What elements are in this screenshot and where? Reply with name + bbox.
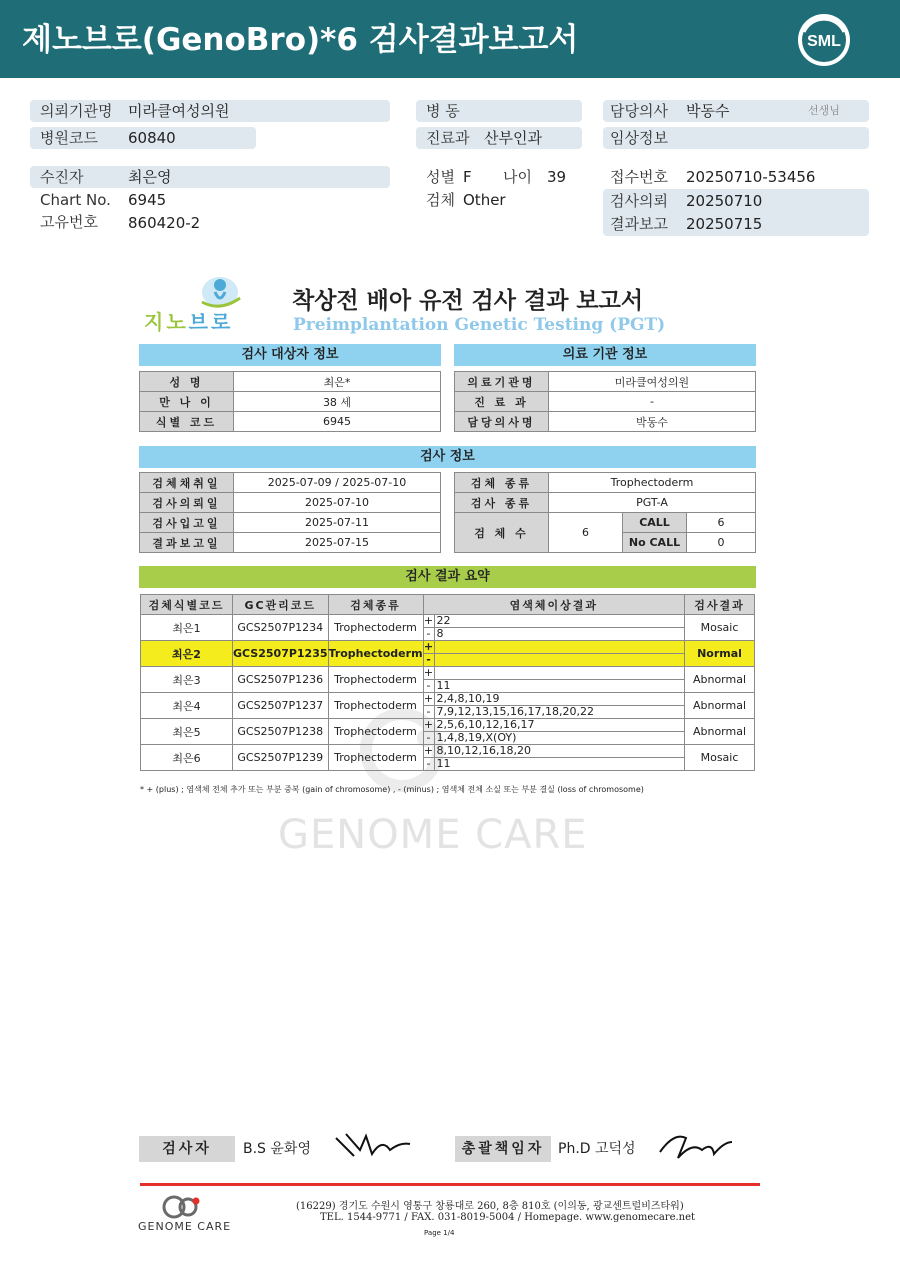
age-value: 39 bbox=[547, 168, 567, 186]
receive-date-value: 2025-07-11 bbox=[234, 513, 441, 533]
minus-sign-cell: - bbox=[423, 732, 434, 745]
subject-age-label: 만 나 이 bbox=[140, 392, 234, 412]
age-label: 나이 bbox=[503, 168, 532, 186]
receive-date-label: 검사입고일 bbox=[140, 513, 234, 533]
table-row bbox=[140, 513, 441, 533]
sex-value: F bbox=[463, 168, 472, 186]
specimen-type-cell: Trophectoderm bbox=[328, 667, 423, 693]
patient-label: 수진자 bbox=[40, 168, 84, 186]
test-dates-table bbox=[139, 472, 441, 553]
plus-sign-cell: + bbox=[423, 692, 434, 705]
footer-address: (16229) 경기도 수원시 영통구 창룡대로 260, 8층 810호 (이의동, 광교센트럴비즈타워) bbox=[296, 1201, 684, 1212]
sml-logo-text: SML bbox=[807, 33, 841, 50]
result-cell: Abnormal bbox=[685, 719, 755, 745]
footnote: * + (plus) ; 염색체 전체 추가 또는 부분 중복 (gain of chromosome) , - (minus) ; 염색체 전체 소실 또는 부분 결실 (loss of chromosome) bbox=[140, 785, 644, 794]
specimen-count-label: 검 체 수 bbox=[455, 513, 549, 553]
specimen-id-cell: 최은2 bbox=[141, 641, 233, 667]
col-header-gc: GC관리코드 bbox=[233, 595, 329, 615]
genobro-logo-text bbox=[144, 306, 233, 335]
gc-code-cell: GCS2507P1237 bbox=[233, 693, 329, 719]
plus-sign-cell: + bbox=[423, 666, 434, 679]
director-name: Ph.D 고덕성 bbox=[558, 1141, 636, 1157]
gain-chromosome-cell: 2,5,6,10,12,16,17 bbox=[434, 719, 684, 732]
minus-sign-cell: - bbox=[423, 654, 434, 667]
report-subtitle: Preimplantation Genetic Testing (PGT) bbox=[293, 315, 666, 335]
request-date-value: 20250710 bbox=[686, 192, 763, 210]
institution-name-label: 의료기관명 bbox=[455, 372, 549, 392]
hospital-code-value: 60840 bbox=[128, 129, 176, 147]
loss-chromosome-cell bbox=[434, 654, 684, 667]
tester-label: 검사자 bbox=[139, 1136, 235, 1162]
unique-label: 고유번호 bbox=[40, 213, 98, 231]
subject-name-value: 최은* bbox=[234, 372, 441, 392]
minus-sign-cell: - bbox=[423, 706, 434, 719]
table-row bbox=[140, 493, 441, 513]
report-date-value: 20250715 bbox=[686, 215, 763, 233]
gc-code-cell: GCS2507P1238 bbox=[233, 719, 329, 745]
specimen-type-label: 검체 종류 bbox=[455, 473, 549, 493]
clinical-info-label: 임상정보 bbox=[610, 129, 668, 147]
test-section-header: 검사 정보 bbox=[139, 446, 756, 468]
title-banner bbox=[0, 0, 900, 78]
genobro-logo-icon bbox=[196, 272, 242, 310]
gain-chromosome-cell bbox=[434, 667, 684, 680]
plus-sign-cell: + bbox=[423, 744, 434, 757]
result-cell: Abnormal bbox=[685, 693, 755, 719]
gain-chromosome-cell: 22 bbox=[434, 615, 684, 628]
genobro-logo-text-b: 브로 bbox=[188, 310, 234, 334]
request-date-label: 검사의뢰 bbox=[610, 192, 668, 210]
specimen-type-cell: Trophectoderm bbox=[328, 719, 423, 745]
doctor-label: 담당의사 bbox=[610, 102, 668, 120]
patient-value: 최은영 bbox=[128, 168, 172, 186]
request-date-label-2: 검사의뢰일 bbox=[140, 493, 234, 513]
nocall-label: No CALL bbox=[623, 533, 687, 553]
institution-section-header: 의료 기관 정보 bbox=[454, 344, 756, 366]
dept-label: 진료과 bbox=[426, 129, 470, 147]
specimen-label: 검체 bbox=[426, 191, 455, 209]
subject-section-header: 검사 대상자 정보 bbox=[139, 344, 441, 366]
institution-dept-value: - bbox=[549, 392, 756, 412]
doctor-suffix: 선생님 bbox=[808, 104, 840, 117]
tester-signature bbox=[332, 1128, 414, 1162]
specimen-type-cell: Trophectoderm bbox=[328, 615, 423, 641]
call-value: 6 bbox=[687, 513, 756, 533]
result-cell: Normal bbox=[685, 641, 755, 667]
specimen-id-cell: 최은4 bbox=[141, 693, 233, 719]
gc-code-cell: GCS2507P1234 bbox=[233, 615, 329, 641]
collect-date-label: 검체채취일 bbox=[140, 473, 234, 493]
table-row bbox=[140, 533, 441, 553]
director-label: 총괄책임자 bbox=[455, 1136, 551, 1162]
specimen-count-value: 6 bbox=[549, 513, 623, 553]
table-row bbox=[141, 641, 755, 654]
page-title: 제노브로(GenoBro)*6 검사결과보고서 bbox=[22, 22, 579, 58]
loss-chromosome-cell: 11 bbox=[434, 680, 684, 693]
table-row bbox=[455, 392, 756, 412]
request-date-value-2: 2025-07-10 bbox=[234, 493, 441, 513]
specimen-value: Other bbox=[463, 191, 506, 209]
director-signature bbox=[654, 1128, 736, 1162]
institution-doctor-value: 박동수 bbox=[549, 412, 756, 432]
summary-section-header: 검사 결과 요약 bbox=[139, 566, 756, 588]
plus-sign-cell: + bbox=[423, 614, 434, 627]
report-date-label-2: 결과보고일 bbox=[140, 533, 234, 553]
subject-id-value: 6945 bbox=[234, 412, 441, 432]
table-row bbox=[455, 473, 756, 493]
gc-code-cell: GCS2507P1236 bbox=[233, 667, 329, 693]
table-row bbox=[140, 372, 441, 392]
institution-table bbox=[454, 371, 756, 432]
gc-code-cell: GCS2507P1235 bbox=[233, 641, 329, 667]
sex-label: 성별 bbox=[426, 168, 455, 186]
chart-value: 6945 bbox=[128, 191, 167, 209]
table-row bbox=[141, 745, 755, 758]
table-row bbox=[141, 667, 755, 680]
table-row bbox=[141, 615, 755, 628]
gc-code-cell: GCS2507P1239 bbox=[233, 745, 329, 771]
loss-chromosome-cell: 7,9,12,13,15,16,17,18,20,22 bbox=[434, 706, 684, 719]
specimen-type-cell: Trophectoderm bbox=[328, 641, 423, 667]
unique-value: 860420-2 bbox=[128, 214, 201, 232]
table-row bbox=[455, 412, 756, 432]
col-header-result: 검사결과 bbox=[685, 595, 755, 615]
result-cell: Abnormal bbox=[685, 667, 755, 693]
call-label: CALL bbox=[623, 513, 687, 533]
doctor-value: 박동수 bbox=[686, 102, 730, 120]
specimen-id-cell: 최은5 bbox=[141, 719, 233, 745]
col-header-id: 검체식별코드 bbox=[141, 595, 233, 615]
plus-sign-cell: + bbox=[423, 640, 434, 653]
minus-sign-cell: - bbox=[423, 758, 434, 771]
col-header-chromosome: 염색체이상결과 bbox=[423, 595, 684, 615]
table-header-row bbox=[141, 595, 755, 615]
loss-chromosome-cell: 8 bbox=[434, 628, 684, 641]
genome-care-logo-text: GENOME CARE bbox=[138, 1220, 232, 1233]
ward-label: 병 동 bbox=[426, 102, 460, 120]
footer-contact: TEL. 1544-9771 / FAX. 031-8019-5004 / Homepage. www.genomecare.net bbox=[320, 1212, 696, 1223]
watermark-text: GENOME CARE bbox=[278, 812, 588, 858]
nocall-value: 0 bbox=[687, 533, 756, 553]
sml-logo bbox=[796, 12, 852, 68]
subject-name-label: 성 명 bbox=[140, 372, 234, 392]
genome-care-logo bbox=[160, 1195, 204, 1219]
chart-label: Chart No. bbox=[40, 191, 111, 209]
institution-doctor-label: 담당의사명 bbox=[455, 412, 549, 432]
institution-dept-label: 진 료 과 bbox=[455, 392, 549, 412]
specimen-type-value: Trophectoderm bbox=[549, 473, 756, 493]
subject-age-value: 38 세 bbox=[234, 392, 441, 412]
gain-chromosome-cell bbox=[434, 641, 684, 654]
specimen-type-cell: Trophectoderm bbox=[328, 745, 423, 771]
specimen-id-cell: 최은1 bbox=[141, 615, 233, 641]
table-row bbox=[455, 372, 756, 392]
gain-chromosome-cell: 2,4,8,10,19 bbox=[434, 693, 684, 706]
page-number: Page 1/4 bbox=[424, 1229, 455, 1237]
table-row bbox=[141, 719, 755, 732]
collect-date-value: 2025-07-09 / 2025-07-10 bbox=[234, 473, 441, 493]
subject-table bbox=[139, 371, 441, 432]
table-row bbox=[140, 412, 441, 432]
plus-sign-cell: + bbox=[423, 718, 434, 731]
table-row bbox=[455, 493, 756, 513]
footer-divider bbox=[140, 1183, 760, 1186]
hospital-code-label: 병원코드 bbox=[40, 129, 98, 147]
tester-name: B.S 윤화영 bbox=[243, 1141, 311, 1157]
report-date-value-2: 2025-07-15 bbox=[234, 533, 441, 553]
table-row bbox=[141, 693, 755, 706]
dept-value: 산부인과 bbox=[484, 129, 542, 147]
pill-patient bbox=[30, 166, 390, 188]
institution-name-value: 미라클여성의원 bbox=[549, 372, 756, 392]
specimen-id-cell: 최은3 bbox=[141, 667, 233, 693]
minus-sign-cell: - bbox=[423, 628, 434, 641]
receipt-label: 접수번호 bbox=[610, 168, 668, 186]
request-institution-label: 의뢰기관명 bbox=[40, 102, 113, 120]
report-date-label: 결과보고 bbox=[610, 215, 668, 233]
genobro-logo-text-a: 지노 bbox=[144, 310, 189, 334]
report-title: 착상전 배아 유전 검사 결과 보고서 bbox=[292, 288, 644, 314]
test-type-table bbox=[454, 472, 756, 553]
loss-chromosome-cell: 1,4,8,19,X(OY) bbox=[434, 732, 684, 745]
result-cell: Mosaic bbox=[685, 745, 755, 771]
test-type-label: 검사 종류 bbox=[455, 493, 549, 513]
result-cell: Mosaic bbox=[685, 615, 755, 641]
specimen-type-cell: Trophectoderm bbox=[328, 693, 423, 719]
receipt-value: 20250710-53456 bbox=[686, 168, 816, 186]
table-row bbox=[140, 392, 441, 412]
loss-chromosome-cell: 11 bbox=[434, 758, 684, 771]
test-type-value: PGT-A bbox=[549, 493, 756, 513]
summary-table bbox=[140, 594, 755, 771]
subject-id-label: 식별 코드 bbox=[140, 412, 234, 432]
table-row bbox=[455, 513, 756, 533]
col-header-type: 검체종류 bbox=[328, 595, 423, 615]
specimen-id-cell: 최은6 bbox=[141, 745, 233, 771]
request-institution-value: 미라클여성의원 bbox=[128, 102, 230, 120]
gain-chromosome-cell: 8,10,12,16,18,20 bbox=[434, 745, 684, 758]
table-row bbox=[140, 473, 441, 493]
minus-sign-cell: - bbox=[423, 680, 434, 693]
